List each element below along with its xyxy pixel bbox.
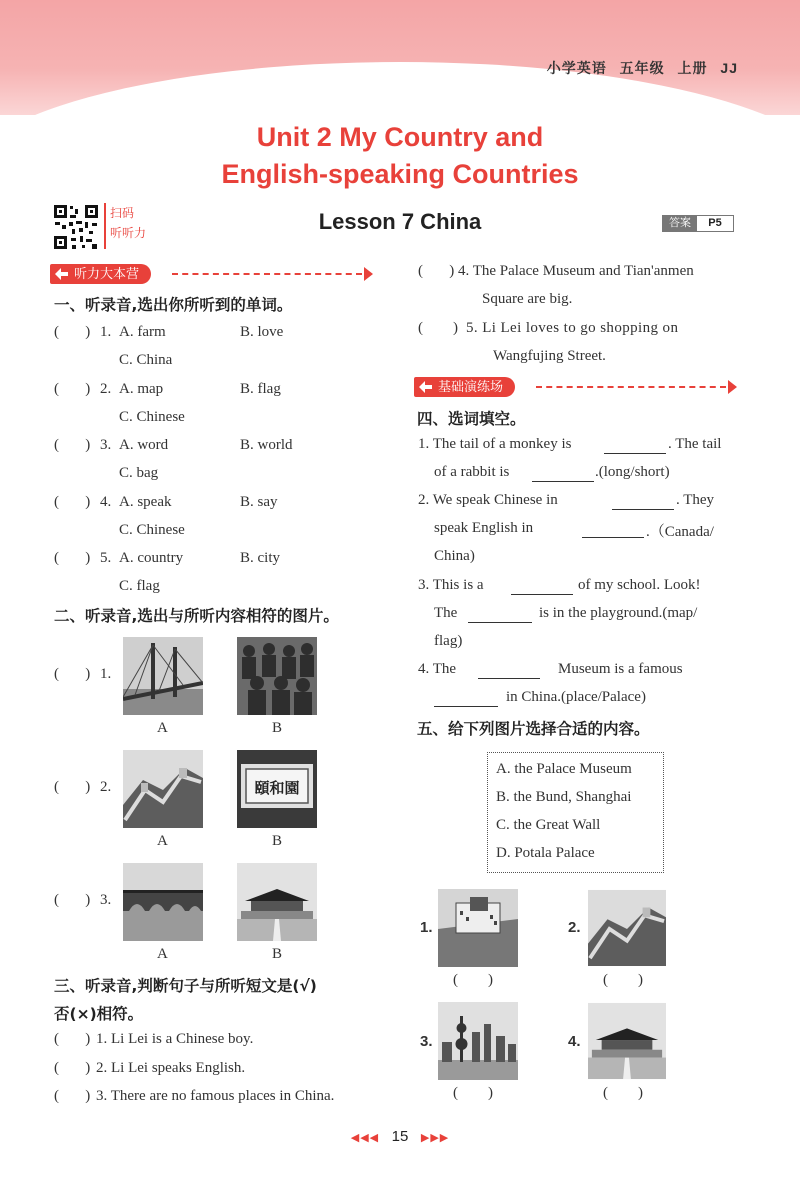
image-label: A — [157, 833, 168, 849]
lesson-title: Lesson 7 China — [318, 209, 482, 234]
choice-a: A. word — [119, 437, 169, 453]
answer-blank[interactable]: ( ) — [54, 550, 91, 566]
great-wall-image[interactable] — [588, 889, 666, 967]
part4-heading: 四、选词填空。 — [417, 410, 526, 428]
q3-line3: flag) — [434, 633, 463, 649]
dash-line — [536, 386, 726, 388]
answer-blank[interactable]: ( ) — [54, 666, 91, 682]
option-a: A. the Palace Museum — [496, 761, 632, 777]
next-arrows-icon: ▶▶▶ — [420, 1132, 450, 1144]
fill-blank[interactable] — [478, 663, 540, 679]
part3-heading-line1: 三、听录音,判断句子与所听短文是(√) — [54, 977, 317, 995]
q2-line3: China) — [434, 548, 475, 564]
image-label: A — [157, 946, 168, 962]
image-label: B — [272, 946, 283, 962]
fill-blank[interactable] — [468, 607, 532, 623]
item-number: 1. — [100, 324, 112, 340]
q2-line2b: .（Canada/ — [646, 524, 714, 540]
option-c: C. the Great Wall — [496, 817, 601, 833]
answer-page: P5 — [708, 217, 722, 229]
q1-line1a: 1. The tail of a monkey is — [418, 436, 572, 452]
answer-blank[interactable]: ( ) — [54, 493, 91, 510]
q1-line2b: .(long/short) — [595, 464, 670, 480]
statement: 1. Li Lei is a Chinese boy. — [96, 1031, 254, 1047]
fill-blank[interactable] — [582, 522, 644, 538]
q4-line2: in China.(place/Palace) — [506, 689, 646, 705]
book-edition: JJ — [720, 60, 738, 76]
part5-heading: 五、给下列图片选择合适的内容。 — [417, 720, 650, 738]
answer-blank[interactable]: ( ) — [54, 437, 91, 453]
q3-line2b: is in the playground.(map/ — [539, 605, 698, 621]
fill-blank[interactable] — [604, 438, 666, 454]
item-number: 3. — [100, 892, 112, 908]
section-basic-label — [414, 377, 515, 397]
pic-number: 4. — [568, 1033, 581, 1050]
choice-c: C. China — [119, 352, 173, 368]
q2-line1a: 2. We speak Chinese in — [418, 492, 558, 508]
options-box — [487, 752, 664, 873]
option-b: B. the Bund, Shanghai — [496, 789, 632, 805]
image-label: B — [272, 720, 283, 736]
section-listening — [50, 264, 375, 284]
choice-c: C. flag — [119, 578, 160, 594]
answer-blank[interactable]: ( ) — [418, 263, 455, 279]
image-label: B — [272, 833, 283, 849]
choice-b: B. world — [240, 437, 293, 453]
scan-line2: 听听力 — [110, 226, 147, 240]
q4-line1b: Museum is a famous — [558, 661, 683, 677]
book-grade: 五年级 — [619, 60, 665, 76]
bridge-image[interactable] — [123, 637, 203, 715]
answer-blank[interactable]: ( ) — [54, 380, 91, 397]
scan-line1: 扫码 — [110, 206, 135, 220]
answer-blank[interactable]: ( ) — [54, 1031, 91, 1047]
stone-bridge-image[interactable] — [123, 863, 203, 941]
q3-line1a: 3. This is a — [418, 577, 484, 593]
forbidden-city-image[interactable] — [237, 863, 317, 941]
item-number: 3. — [100, 437, 112, 453]
fill-blank[interactable] — [612, 494, 674, 510]
book-volume: 上册 — [677, 60, 708, 76]
choice-a: A. speak — [119, 493, 172, 510]
item-number: 2. — [100, 380, 112, 397]
choice-b: B. flag — [240, 380, 281, 397]
book-series: 小学英语 — [546, 60, 607, 76]
unit-title-line1: Unit 2 My Country and — [256, 122, 544, 152]
answer-blank[interactable]: ( ) — [54, 779, 91, 795]
answer-blank[interactable]: ( ) — [54, 892, 91, 908]
part1-heading: 一、听录音,选出你所听到的单词。 — [54, 296, 293, 314]
arrow-right-icon — [364, 267, 373, 281]
item-number: 4. — [100, 493, 112, 510]
statement: 3. There are no famous places in China. — [96, 1088, 335, 1104]
part3-heading-line2: 否(×)相符。 — [54, 1005, 144, 1023]
fill-blank[interactable] — [434, 691, 498, 707]
the-bund-skyline-image[interactable] — [438, 1002, 518, 1080]
part2-heading: 二、听录音,选出与所听内容相符的图片。 — [54, 607, 339, 625]
choice-b: B. city — [240, 550, 280, 566]
sparkle-icon — [418, 380, 433, 394]
q1-line2a: of a rabbit is — [434, 464, 510, 480]
great-wall-image[interactable] — [123, 750, 203, 828]
answer-blank[interactable]: ( ) — [453, 1085, 493, 1101]
prev-arrows-icon: ◀◀◀ — [350, 1132, 380, 1144]
section-basic-text: 基础演练场 — [438, 379, 504, 394]
forbidden-city-image[interactable] — [588, 1002, 666, 1080]
image-label: A — [157, 720, 168, 736]
answer-label: 答案 — [663, 216, 697, 231]
choice-a: A. farm — [119, 324, 166, 340]
page-footer — [0, 1128, 800, 1145]
dash-line — [172, 273, 362, 275]
section-basic — [414, 377, 739, 397]
answer-blank[interactable]: ( ) — [418, 320, 458, 336]
answer-blank[interactable]: ( ) — [603, 972, 643, 988]
answer-blank[interactable]: ( ) — [54, 1088, 91, 1104]
answer-blank[interactable]: ( ) — [603, 1085, 643, 1101]
answer-blank[interactable]: ( ) — [54, 324, 91, 340]
part3-item4-line1: 4. The Palace Museum and Tian'anmen — [458, 263, 694, 279]
summer-palace-plaque-image[interactable] — [237, 750, 317, 828]
q1-line1b: . The tail — [668, 436, 722, 452]
item-number: 5. — [100, 550, 112, 566]
section-listening-text: 听力大本营 — [74, 266, 140, 281]
choice-a: A. map — [119, 380, 164, 397]
fill-blank[interactable] — [511, 579, 573, 595]
item-number: 2. — [100, 779, 112, 795]
q3-line2a: The — [434, 605, 458, 621]
part3-item5-line1: 5. Li Lei loves to go shopping on — [466, 320, 679, 336]
part3-item5-line2: Wangfujing Street. — [493, 348, 606, 364]
part3-item4-line2: Square are big. — [482, 291, 573, 307]
q2-line1b: . They — [676, 492, 715, 508]
plaque-text: 頤和園 — [254, 779, 300, 797]
sparkle-icon — [54, 267, 69, 281]
choice-c: C. Chinese — [119, 408, 185, 425]
section-listening-label — [50, 264, 151, 284]
book-info — [547, 58, 738, 78]
choice-b: B. say — [240, 493, 278, 510]
choice-a: A. country — [119, 550, 184, 566]
statement: 2. Li Lei speaks English. — [96, 1059, 246, 1076]
choice-c: C. bag — [119, 465, 159, 481]
answer-tag[interactable] — [662, 215, 734, 232]
terracotta-warriors-image[interactable] — [237, 637, 317, 715]
page-number: 15 — [391, 1128, 409, 1145]
pic-number: 2. — [568, 919, 581, 936]
arrow-right-icon — [728, 380, 737, 394]
choice-b: B. love — [240, 324, 284, 340]
q3-line1b: of my school. Look! — [578, 577, 701, 593]
unit-title-line2: English-speaking Countries — [221, 159, 579, 189]
choice-c: C. Chinese — [119, 521, 185, 538]
pic-number: 1. — [420, 919, 433, 936]
option-d: D. Potala Palace — [496, 845, 595, 861]
q2-line2a: speak English in — [434, 520, 534, 536]
q4-line1a: 4. The — [418, 661, 457, 677]
pic-number: 3. — [420, 1033, 433, 1050]
answer-blank[interactable]: ( ) — [453, 972, 493, 988]
potala-palace-image[interactable] — [438, 889, 518, 967]
answer-blank[interactable]: ( ) — [54, 1059, 91, 1076]
fill-blank[interactable] — [532, 466, 594, 482]
item-number: 1. — [100, 666, 112, 682]
